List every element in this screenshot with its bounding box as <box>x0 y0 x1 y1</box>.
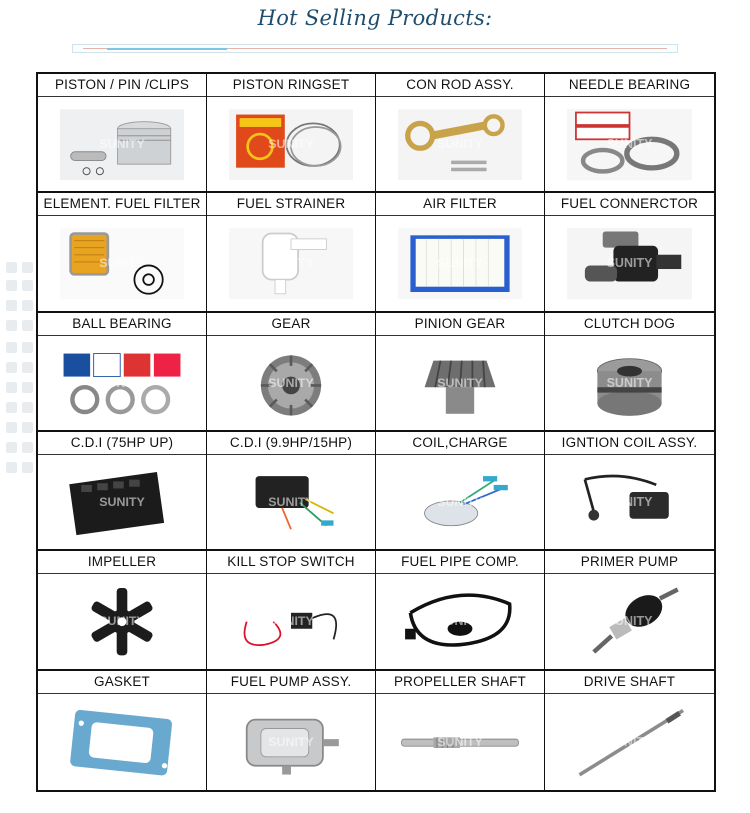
product-label: AIR FILTER <box>376 193 544 216</box>
product-cell <box>38 74 207 193</box>
product-label: CON ROD ASSY. <box>376 74 544 97</box>
fuel-connector-icon <box>567 223 692 304</box>
product-cell <box>207 671 376 790</box>
product-cell <box>545 313 714 432</box>
product-cell <box>376 193 545 312</box>
product-label: GASKET <box>38 671 206 694</box>
product-cell <box>207 313 376 432</box>
fuel-pipe-icon <box>398 581 522 662</box>
charge-coil-icon <box>398 462 522 543</box>
primer-pump-icon <box>567 581 692 662</box>
watermark: SUNITY <box>99 137 145 152</box>
product-label: COIL,CHARGE <box>376 432 544 455</box>
product-cell <box>38 671 207 790</box>
product-cell <box>376 671 545 790</box>
product-cell <box>207 193 376 312</box>
clutch-dog-icon <box>567 343 692 424</box>
product-cell <box>38 193 207 312</box>
air-filter-icon <box>398 223 522 304</box>
product-label: PINION GEAR <box>376 313 544 336</box>
watermark: SUNITY <box>268 137 314 152</box>
fuel-strainer-icon <box>229 223 353 304</box>
product-label: IGNTION COIL ASSY. <box>545 432 714 455</box>
watermark: SUNITY <box>606 495 653 510</box>
watermark: SUNITY <box>606 256 653 271</box>
product-label: NEEDLE BEARING <box>545 74 714 97</box>
product-label: PISTON RINGSET <box>207 74 375 97</box>
watermark: SUNITY <box>437 375 483 390</box>
needle-bearing-icon <box>567 104 692 185</box>
product-label: ELEMENT. FUEL FILTER <box>38 193 206 216</box>
drive-shaft-icon <box>567 701 692 784</box>
fuel-pump-icon <box>229 701 353 784</box>
watermark: SUNITY <box>606 614 653 629</box>
con-rod-icon <box>398 104 522 185</box>
watermark: SUNITY <box>437 495 483 510</box>
gasket-icon <box>60 701 184 784</box>
watermark: SUNITY <box>606 734 653 749</box>
watermark: SUNITY <box>99 375 145 390</box>
product-label: PROPELLER SHAFT <box>376 671 544 694</box>
watermark: SUNITY <box>268 495 314 510</box>
title-divider <box>72 44 678 53</box>
cdi-module-icon <box>60 462 184 543</box>
product-cell <box>207 74 376 193</box>
product-cell <box>376 551 545 670</box>
watermark: SUNITY <box>437 137 483 152</box>
product-label: C.D.I (75HP UP) <box>38 432 206 455</box>
watermark: SUNITY <box>268 734 314 749</box>
product-cell <box>376 432 545 551</box>
product-cell <box>38 432 207 551</box>
cdi-small-icon <box>229 462 353 543</box>
product-label: DRIVE SHAFT <box>545 671 714 694</box>
watermark: SUNITY <box>99 495 145 510</box>
ball-bearing-icon <box>60 343 184 424</box>
product-cell <box>545 193 714 312</box>
product-label: GEAR <box>207 313 375 336</box>
product-label: CLUTCH DOG <box>545 313 714 336</box>
kill-switch-icon <box>229 581 353 662</box>
product-label: PISTON / PIN /CLIPS <box>38 74 206 97</box>
watermark: SUNITY <box>437 256 483 271</box>
piston-icon <box>60 104 184 185</box>
watermark: SUNITY <box>437 734 483 749</box>
product-cell <box>207 551 376 670</box>
product-label: FUEL STRAINER <box>207 193 375 216</box>
product-label: KILL STOP SWITCH <box>207 551 375 574</box>
product-cell <box>545 74 714 193</box>
page-title: Hot Selling Products: <box>257 6 493 30</box>
fuel-filter-element-icon <box>60 223 184 304</box>
pinion-gear-icon <box>398 343 522 424</box>
watermark: SUNITY <box>268 375 314 390</box>
product-label: FUEL PUMP ASSY. <box>207 671 375 694</box>
gear-icon <box>229 343 353 424</box>
product-cell <box>545 551 714 670</box>
watermark: SUNITY <box>606 137 653 152</box>
ignition-coil-icon <box>567 462 692 543</box>
product-cell <box>545 432 714 551</box>
watermark: SUNITY <box>99 614 145 629</box>
product-label: BALL BEARING <box>38 313 206 336</box>
product-cell <box>545 671 714 790</box>
product-label: FUEL PIPE COMP. <box>376 551 544 574</box>
product-label: PRIMER PUMP <box>545 551 714 574</box>
propeller-shaft-icon <box>398 701 522 784</box>
watermark: SUNITY <box>268 614 314 629</box>
product-grid <box>36 72 716 792</box>
ring-set-icon <box>229 104 353 185</box>
product-cell <box>376 313 545 432</box>
watermark: SUNITY <box>606 375 653 390</box>
product-label: IMPELLER <box>38 551 206 574</box>
product-cell <box>376 74 545 193</box>
watermark: SUNITY <box>437 614 483 629</box>
product-cell <box>38 551 207 670</box>
product-label: C.D.I (9.9HP/15HP) <box>207 432 375 455</box>
product-label: FUEL CONNERCTOR <box>545 193 714 216</box>
watermark: SUNITY <box>268 256 314 271</box>
watermark: SUNITY <box>99 256 145 271</box>
product-cell <box>207 432 376 551</box>
impeller-icon <box>60 581 184 662</box>
product-cell <box>38 313 207 432</box>
watermark: SUNITY <box>99 734 145 749</box>
